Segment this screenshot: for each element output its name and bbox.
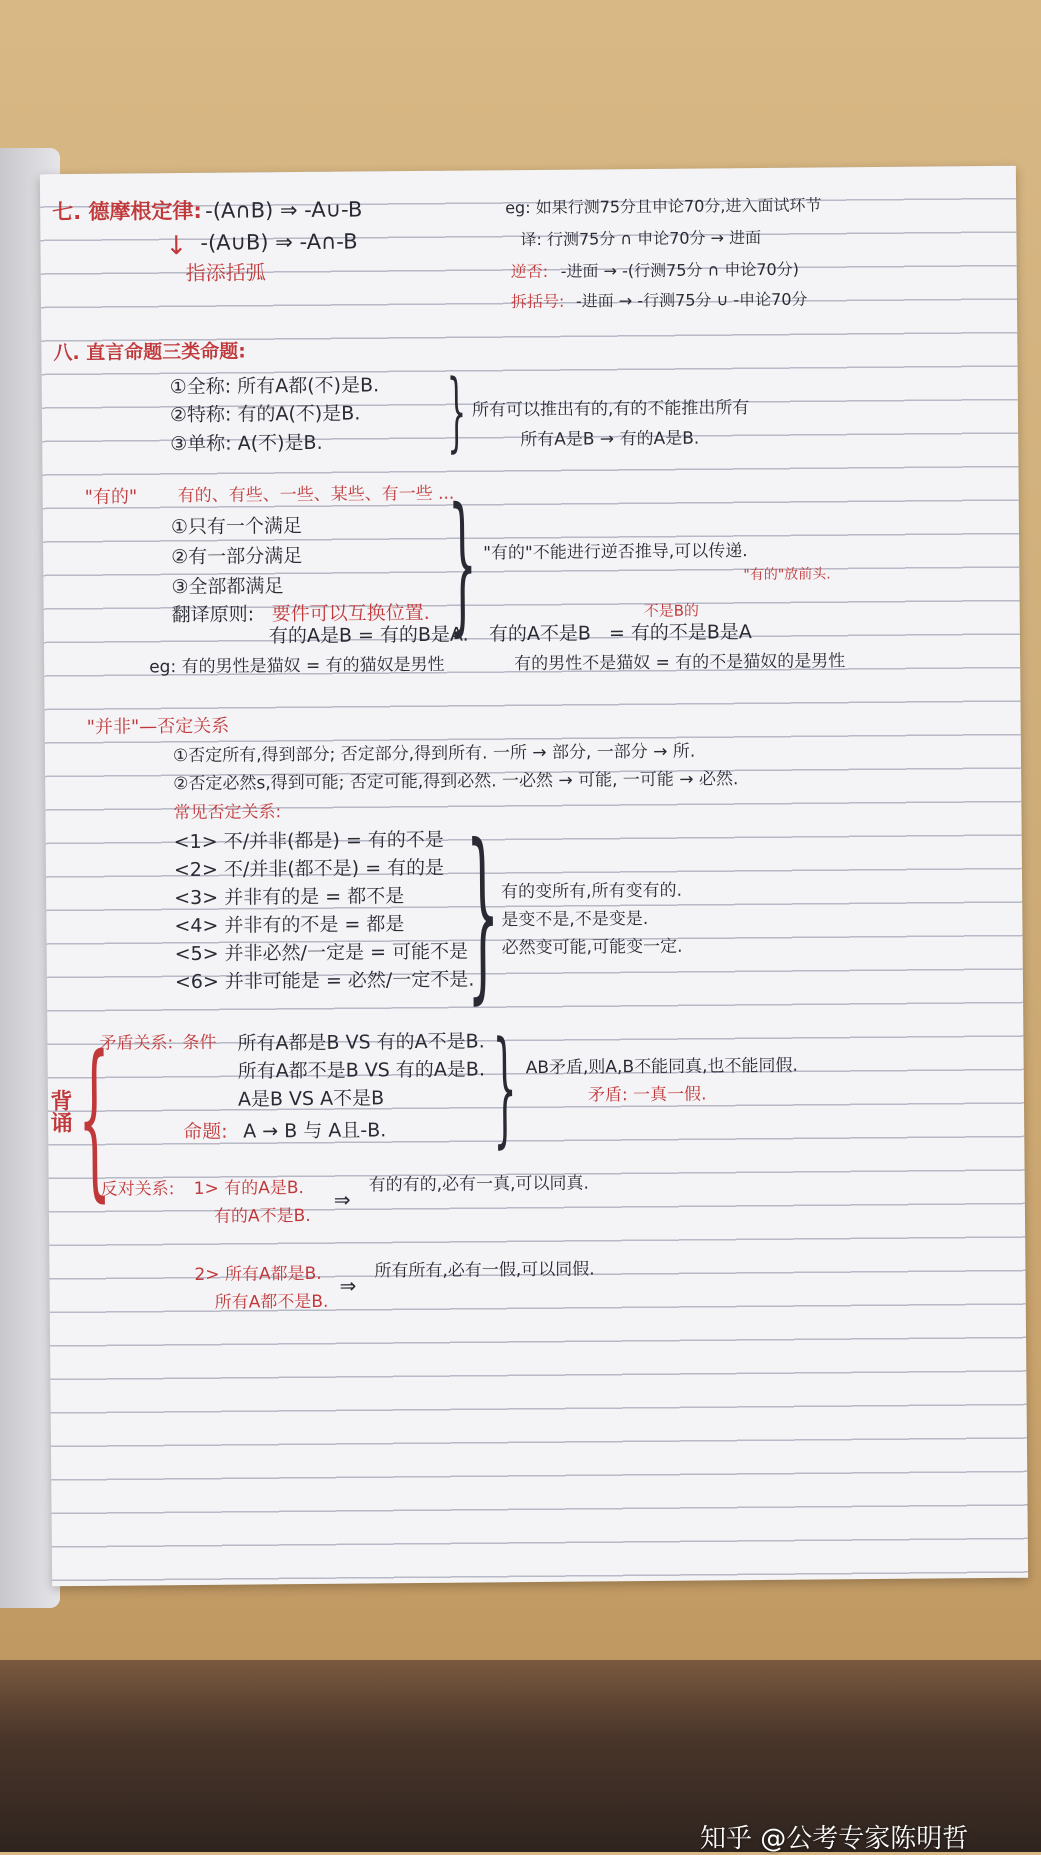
implies-arrow-icon: ⇒ (339, 1273, 357, 1298)
negation-6: <6> 并非可能是 = 必然/一定不是. (174, 968, 475, 994)
bingfei-point-1: ①否定所有,得到部分; 否定部分,得到所有. 一所 → 部分, 一部分 → 所. (172, 741, 696, 767)
down-arrow-icon: ↓ (165, 231, 188, 262)
universal-proposition: ①全称: 所有A都(不)是B. (169, 374, 380, 399)
negation-4: <4> 并非有的不是 = 都是 (174, 913, 405, 938)
condition-label: 条件 (182, 1032, 217, 1054)
bingfei-point-2: ②否定必然s,得到可能; 否定可能,得到必然. 一必然 → 可能, 一可能 → 必然. (173, 769, 739, 795)
youde-synonyms: 有的、有些、一些、某些、有一些 ... (177, 483, 455, 507)
youde-label: "有的" (84, 486, 138, 508)
red-brace: { (77, 1019, 112, 1218)
singular-proposition: ③单称: A(不)是B. (170, 431, 323, 456)
watermark: 知乎 @公考专家陈明哲 (700, 1824, 969, 1854)
negation-5: <5> 并非必然/一定是 = 可能不是 (174, 940, 469, 966)
negation-2: <2> 不/并非(都不是) = 有的是 (173, 856, 445, 882)
demorgan-example-2: 译: 行测75分 ∩ 申论70分 → 进面 (520, 227, 762, 250)
not-b-annotation: 不是B的 (643, 601, 700, 621)
proposition-label: 命题: (183, 1120, 228, 1144)
contrapositive-body: -进面 → -(行测75分 ∩ 申论70分) (560, 259, 800, 281)
brace: } (446, 361, 467, 462)
youde-rule-1: "有的"不能进行逆否推导,可以传递. (483, 541, 748, 564)
proposition-body: A → B 与 A且-B. (243, 1119, 387, 1143)
negation-1: <1> 不/并非(都是) = 有的不是 (173, 828, 444, 854)
brace: } (447, 476, 478, 651)
contradiction-2: 所有A都不是B VS 有的A是B. (237, 1058, 486, 1083)
youde-conversion-1: 有的A是B = 有的B是A. (268, 623, 469, 648)
brace: } (465, 804, 501, 1021)
youde-conversion-2a: 有的A不是B (488, 622, 592, 646)
demorgan-note: 指添括弧 (185, 260, 266, 286)
translation-rule-body: 要件可以互换位置. (271, 601, 430, 626)
negation-rule-1: 有的变所有,所有变有的. (501, 880, 683, 903)
contradiction-rule-1: AB矛盾,则A,B不能同真,也不能同假. (525, 1055, 798, 1079)
contrary-1b: 有的A不是B. (213, 1205, 311, 1227)
translation-rule-label: 翻译原则: (171, 603, 255, 627)
brace: } (492, 1015, 518, 1161)
contrapositive-label: 逆否: (510, 261, 549, 282)
contrary-2a: 2> 所有A都是B. (194, 1263, 322, 1285)
contradiction-rule-2: 矛盾: 一真一假. (587, 1084, 707, 1106)
demorgan-example-1: eg: 如果行测75分且申论70分,进入面试环节 (505, 195, 822, 218)
common-negation-label: 常见否定关系: (173, 802, 282, 824)
demorgan-formula-2: -(A∪B) ⇒ -A∩-B (200, 229, 358, 255)
youde-meaning-1: ①只有一个满足 (170, 515, 303, 539)
proposition-rule-1: 所有可以推出有的,有的不能推出所有 (471, 398, 750, 421)
section-7-title: 七. 德摩根定律: (52, 198, 202, 225)
contrary-1-rule: 有的有的,必有一真,可以同真. (368, 1173, 589, 1196)
particular-proposition: ②特称: 有的A(不)是B. (169, 402, 361, 427)
contradiction-1: 所有A都是B VS 有的A不是B. (237, 1030, 485, 1055)
recite-side-label: 背诵 (46, 1089, 73, 1134)
contradiction-label: 矛盾关系: (99, 1033, 174, 1054)
contradiction-3: A是B VS A不是B (237, 1087, 385, 1111)
section-8-title: 八. 直言命题三类命题: (53, 340, 246, 365)
demorgan-formula-1: -(A∩B) ⇒ -A∪-B (205, 197, 363, 223)
youde-rule-2: "有的"放前头. (743, 566, 831, 584)
youde-conversion-2b: = 有的不是B是A (608, 621, 752, 645)
negation-3: <3> 并非有的是 = 都不是 (174, 885, 405, 910)
notebook-page (40, 166, 1028, 1586)
contrary-1a: 1> 有的A是B. (193, 1178, 304, 1199)
contrary-label: 反对关系: (100, 1179, 175, 1200)
youde-meaning-2: ②有一部分满足 (171, 545, 303, 569)
youde-example-2: 有的男性不是猫奴 = 有的不是猫奴的是男性 (514, 651, 846, 675)
bingfei-title: "并非"—否定关系 (86, 715, 230, 738)
negation-rule-2: 是变不是,不是变是. (501, 909, 649, 931)
youde-example-1: eg: 有的男性是猫奴 = 有的猫奴是男性 (149, 654, 445, 678)
negation-rule-3: 必然变可能,可能变一定. (501, 936, 683, 959)
unbracket-body: -进面 → -行测75分 ∪ -申论70分 (575, 289, 808, 311)
proposition-rule-2: 所有A是B → 有的A是B. (520, 428, 700, 451)
implies-arrow-icon: ⇒ (333, 1187, 351, 1212)
youde-meaning-3: ③全部都满足 (171, 575, 284, 599)
contrary-2-rule: 所有所有,必有一假,可以同假. (374, 1259, 595, 1282)
contrary-2b: 所有A都不是B. (214, 1291, 329, 1313)
unbracket-label: 拆括号: (510, 291, 565, 312)
